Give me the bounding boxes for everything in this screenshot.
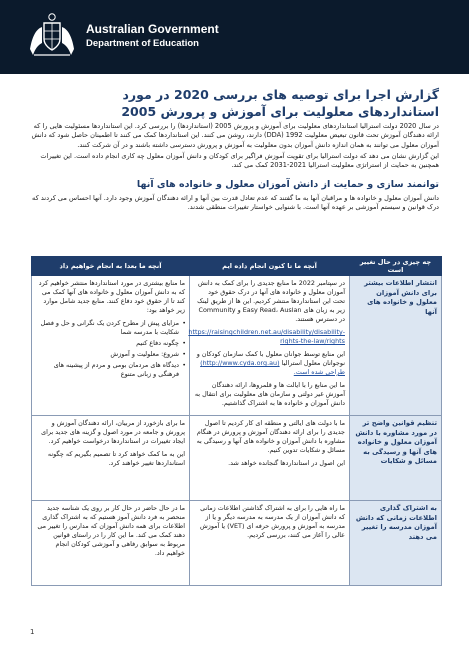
cell-text: ما با دولت های ایالتی و منطقه ای کار کردیم تا اصول جدیدی را برای ارائه دهندگان آموزش و پرورش در هنگام مشاوره با دانش آموزان و خانواده های آنها و رسیدگی به مسائل و شکایات تدوین کنیم.: [196, 419, 345, 454]
row-next-cell: [32, 276, 190, 416]
section-heading: توانمند سازی و حمایت از دانش آموزان معلول و خانواده های آنها: [136, 179, 439, 190]
table-row: [32, 501, 442, 586]
row-key: تنظیم قوانین واضح تر در مورد مشاوره با دانش آموزان معلول و خانواده های آنها و رسیدگی به مسائل و شکایات: [350, 416, 442, 501]
cell-text: این اصول در استانداردها گنجانده خواهد شد.: [228, 459, 345, 467]
raising-children-link[interactable]: https://raisingchildren.net.au/disability/disability-rights-the-law/rights: [188, 328, 345, 345]
implementation-table: [31, 256, 442, 586]
government-name: Australian Government: [86, 22, 219, 36]
row-done-cell: [190, 276, 350, 416]
row-done-cell: [190, 501, 350, 586]
cell-text: این به ما کمک خواهد کرد تا تصمیم بگیریم که چگونه استانداردها تغییر خواهند کرد.: [47, 450, 185, 467]
list-item: • مزایای پیش از مطرح کردن یک نگرانی و حل و فصل شکایت با مدرسه شما: [36, 319, 185, 337]
cell-text: ما در حال حاضر در حال کار بر روی یک شناسه جدید منحصر به فرد دانش آموز هستیم که به اشتراک گذاری اطلاعات برای همه دانش آموزان که مدارس را تغییر می دهند کمک می کند. ما این کار را در راستای قوانین مربوط به سوابق رفاهی و آموزشی کودکان انجام خواهیم داد.: [37, 504, 185, 557]
intro-paragraph-2: این گزارش نشان می دهد که دولت استرالیا برای تقویت آموزش فراگیر برای کودکان و دانش آموزان معلول چه کاری انجام داده است. این تغییرات همچنین به حمایت از استراتژی معلولیت استرالیا 2021-2031 کمک می کند.: [40, 152, 439, 170]
cell-text: ما این منابع را با ایالت ها و قلمروها، ارائه دهندگان آموزش غیر دولتی و سازمان های معلولیت برای انتقال به دانش آموزان و خانواده ها به اشتراک گذاشتیم.: [194, 381, 345, 407]
intro-paragraph: در سال 2020 دولت استرالیا استانداردهای معلولیت برای آموزش و پرورش 2005 (استانداردها) را بررسی کرد. این استانداردها مسئولیت هایی را که ارائه دهندگان آموزش تحت قانون تبعیض معلولیت 1992 (DDA) دارند، روشن می کنند. این استانداردها کمک می کنند تا اطمینان حاصل شود که دانش آموزان معلول می توانند به همان اندازه دانش آموزان بدون معلولیت به آموزش و پرورش دسترسی داشته باشند و در آن شرکت کنند.: [31, 122, 439, 149]
header-banner: [0, 0, 469, 74]
cyda-link[interactable]: (http://www.cyda.org.au) طراحی شده است.: [200, 359, 345, 376]
cell-text: در سپتامبر 2022 ما منابع جدیدی را برای کمک به دانش آموزان معلول و خانواده های آنها در درک حقوق خود تحت این استانداردها منتشر کردیم. این ها از طریق لینک زیر به زبان های Easy Read، Auslan و Community در دسترس هستند.: [197, 279, 345, 323]
table-row: [32, 416, 442, 501]
row-next-cell: [32, 416, 190, 501]
table-header-done: آنچه ما تا کنون انجام داده ایم: [190, 257, 350, 276]
row-key: به اشتراک گذاری اطلاعات زمانی که دانش آموزان مدرسه را تغییر می دهند: [350, 501, 442, 586]
table-row: [32, 276, 442, 416]
list-item: • چگونه دفاع کنیم: [36, 339, 185, 348]
coat-of-arms-logo: [26, 9, 78, 61]
section-body: دانش آموزان معلول و خانواده ها و مراقبان آنها به ما گفتند که عدم تعادل قدرت بین آنها و ارائه دهندگان آموزش وجود دارد. آنها احساس می کردند که درک قوانین و سیستم آموزشی بر عهده آنها است. با شنوایی خواستار تغییرات منطقی شدند.: [32, 194, 439, 212]
cell-text: ما منابع بیشتری در مورد استانداردها منتشر خواهیم کرد که به دانش آموزان معلول و خانواده های آنها کمک می کند تا از حقوق خود دفاع کنند. منابع جدید شامل موارد زیر خواهد بود:: [38, 279, 185, 314]
table-header-next: آنچه ما بعدا به انجام خواهیم داد: [32, 257, 190, 276]
row-next-cell: [32, 501, 190, 586]
cell-text: ما راه هایی را برای به اشتراک گذاشتن اطلاعات زمانی که دانش آموزان از یک مدرسه به مدرسه دیگر و یا از مدرسه به آموزش و پرورش حرفه ای (VET) یا آموزش عالی را آغاز می کنند، بررسی کردیم.: [199, 504, 345, 539]
row-key: انتشار اطلاعات بیشتر برای دانش آموزان معلول و خانواده های آنها: [350, 276, 442, 416]
cell-text: ما برای بازخورد از مربیان، ارائه دهندگان آموزش و پرورش و جامعه در مورد اصول و گزینه های جدید برای ایجاد تغییرات در استانداردها درخواست خواهیم کرد.: [41, 419, 185, 445]
table-header-changing: چه چیزی در حال تغییر است: [350, 257, 442, 276]
department-name: Department of Education: [86, 38, 199, 49]
page-number: 1: [30, 628, 35, 636]
cell-text: این منابع توسط جوانان معلول با کمک سازمان کودکان و نوجوانان معلول استرالیا (http://www.cyda.org.au) طراحی شده است.: [196, 350, 345, 376]
list-item: • دیدگاه های مردمان بومی و مردم از پیشینه های فرهنگی و زبانی متنوع: [36, 361, 185, 379]
document-title: گزارش اجرا برای توصیه های بررسی 2020 در مورد استانداردهای معلولیت برای آموزش و پرورش 2005: [121, 87, 439, 119]
list-item: • شروع: معلولیت و آموزش: [36, 350, 185, 359]
row-done-cell: [190, 416, 350, 501]
